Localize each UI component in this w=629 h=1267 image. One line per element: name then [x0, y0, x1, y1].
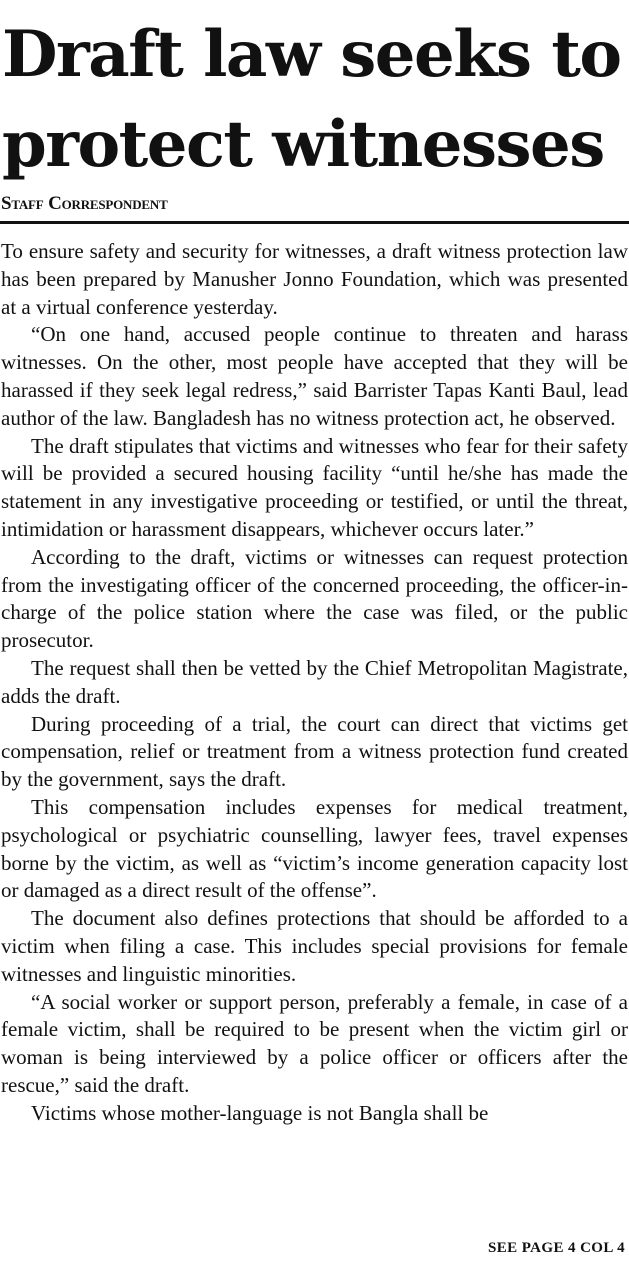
headline-line-2: protect witnesses: [2, 107, 604, 182]
paragraph: According to the draft, victims or witnesses can request protection from the investigating officer of the concerned proceeding, the officer-in-charge of the police station where the case was filed, or the public prosecutor.: [1, 544, 628, 653]
paragraph: During proceeding of a trial, the court can direct that victims get compensation, relief or treatment from a witness protection fund created by the government, says the draft.: [1, 711, 628, 792]
paragraph: The document also defines protections that should be afforded to a victim when filing a case. This includes special provisions for female witnesses and linguistic minorities.: [1, 906, 628, 986]
paragraph: “A social worker or support person, preferably a female, in case of a female victim, shall be required to be present when the victim girl or woman is being interviewed by a police officer or officers after the rescue,” said the draft.: [1, 989, 628, 1097]
paragraph: This compensation includes expenses for medical treatment, psychological or psychiatric counselling, lawyer fees, travel expenses borne by the victim, as well as “victim’s income generation capacity lost or damaged as a direct result of the offense”.: [1, 794, 628, 903]
paragraph: Victims whose mother-language is not Bangla shall be: [31, 1100, 489, 1125]
byline: Staff Correspondent: [1, 193, 168, 214]
paragraph: The request shall then be vetted by the Chief Metropolitan Magistrate, adds the draft.: [1, 655, 628, 708]
paragraph: The draft stipulates that victims and witnesses who fear for their safety will be provided a secured housing facility “until he/she has made the statement in any investigative proceeding or testified, or until the threat, intimidation or harassment disappears, whichever occurs later.”: [1, 433, 628, 541]
byline-divider: [0, 221, 629, 224]
article-body: [0, 238, 629, 1128]
paragraph: “On one hand, accused people continue to threaten and harass witnesses. On the other, most people have accepted that they will be harassed if they seek legal redress,” said Barrister Tapas Kanti Baul, lead author of the law. Bangladesh has no witness protection act, he observed.: [1, 322, 628, 430]
headline: [0, 0, 629, 190]
continuation-reference: SEE PAGE 4 COL 4: [488, 1240, 625, 1256]
headline-line-1: Draft law seeks to: [2, 17, 621, 92]
paragraph: To ensure safety and security for witnesses, a draft witness protection law has been prepared by Manusher Jonno Foundation, which was presented at a virtual conference yesterday.: [1, 239, 628, 319]
